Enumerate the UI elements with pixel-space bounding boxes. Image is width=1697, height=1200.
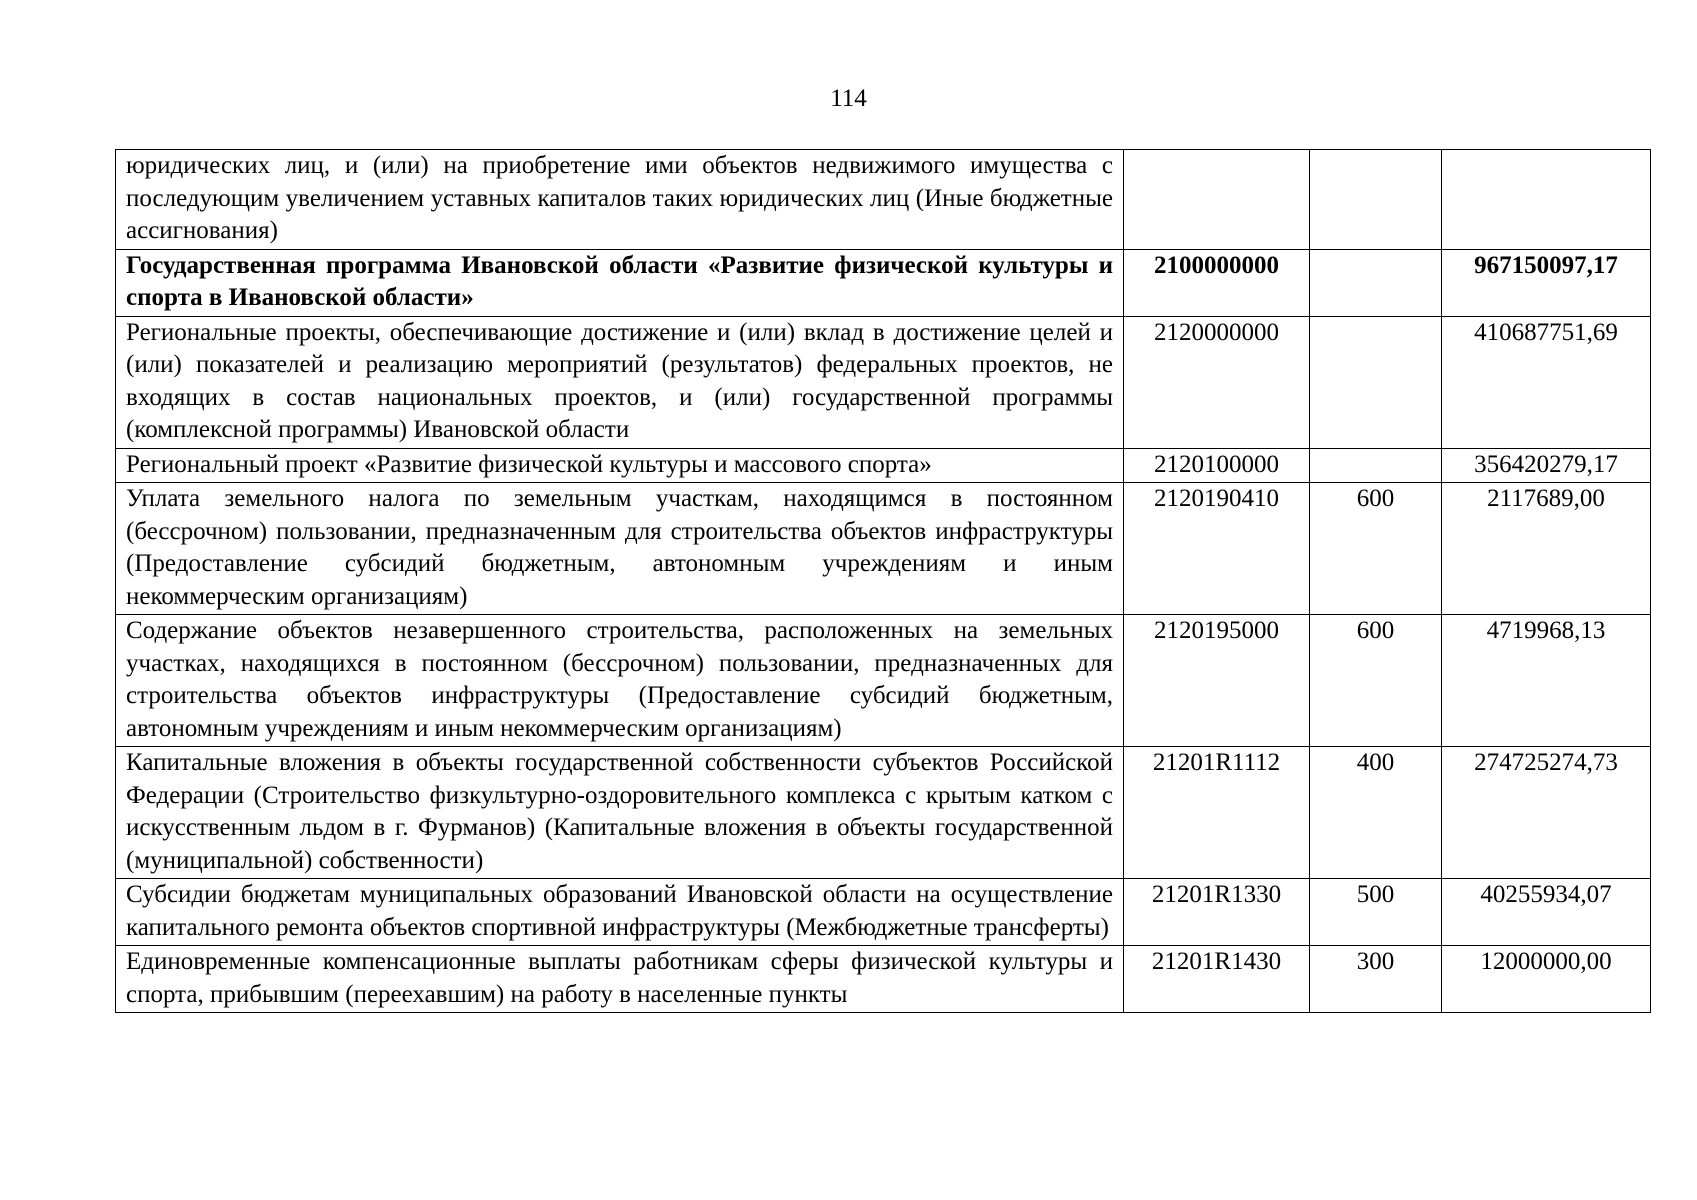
row-amount: 356420279,17 [1442, 448, 1651, 483]
row-amount: 12000000,00 [1442, 946, 1651, 1013]
row-description: юридических лиц, и (или) на приобретение ими объектов недвижимого имущества с последующим увеличением уставных капиталов таких юридических лиц (Иные бюджетные ассигнования) [116, 150, 1124, 250]
row-expense-type [1310, 249, 1442, 316]
row-description: Единовременные компенсационные выплаты работникам сферы физической культуры и спорта, прибывшим (переехавшим) на работу в населенные пункты [116, 946, 1124, 1013]
row-amount: 274725274,73 [1442, 747, 1651, 879]
row-description: Содержание объектов незавершенного строительства, расположенных на земельных участках, находящихся в постоянном (бессрочном) пользовании, предназначенных для строительства объектов инфраструктуры (Предоставление субсидий бюджетным, автономным учреждениям и иным некоммерческим организациям) [116, 615, 1124, 747]
row-expense-type [1310, 316, 1442, 448]
row-amount: 967150097,17 [1442, 249, 1651, 316]
table-row [116, 448, 1651, 483]
table-row-program [116, 249, 1651, 316]
row-description: Региональный проект «Развитие физической культуры и массового спорта» [116, 448, 1124, 483]
table-row [116, 150, 1651, 250]
table-row [116, 615, 1651, 747]
row-expense-type: 400 [1310, 747, 1442, 879]
row-amount: 40255934,07 [1442, 879, 1651, 946]
row-target-code: 21201R1330 [1124, 879, 1310, 946]
row-description: Региональные проекты, обеспечивающие достижение и (или) вклад в достижение целей и (или) показателей и реализацию мероприятий (результатов) федеральных проектов, не входящих в состав национальных проектов, и (или) государственной программы (комплексной программы) Ивановской области [116, 316, 1124, 448]
row-expense-type: 300 [1310, 946, 1442, 1013]
row-target-code: 2120000000 [1124, 316, 1310, 448]
row-amount: 410687751,69 [1442, 316, 1651, 448]
row-expense-type: 500 [1310, 879, 1442, 946]
row-target-code: 21201R1430 [1124, 946, 1310, 1013]
page-number: 114 [830, 85, 867, 112]
row-amount [1442, 150, 1651, 250]
table-row [116, 316, 1651, 448]
table-row [116, 946, 1651, 1013]
row-target-code: 2100000000 [1124, 249, 1310, 316]
row-description: Субсидии бюджетам муниципальных образований Ивановской области на осуществление капитального ремонта объектов спортивной инфраструктуры (Межбюджетные трансферты) [116, 879, 1124, 946]
row-description: Капитальные вложения в объекты государственной собственности субъектов Российской Федерации (Строительство физкультурно-оздоровительного комплекса с крытым катком с искусственным льдом в г. Фурманов) (Капитальные вложения в объекты государственной (муниципальной) собственности) [116, 747, 1124, 879]
row-target-code: 2120190410 [1124, 483, 1310, 615]
row-target-code: 21201R1112 [1124, 747, 1310, 879]
row-amount: 2117689,00 [1442, 483, 1651, 615]
row-target-code [1124, 150, 1310, 250]
row-description: Уплата земельного налога по земельным участкам, находящимся в постоянном (бессрочном) пользовании, предназначенным для строительства объектов инфраструктуры (Предоставление субсидий бюджетным, автономным учреждениям и иным некоммерческим организациям) [116, 483, 1124, 615]
row-amount: 4719968,13 [1442, 615, 1651, 747]
table-row [116, 879, 1651, 946]
table-row [116, 483, 1651, 615]
row-description: Государственная программа Ивановской области «Развитие физической культуры и спорта в Ивановской области» [116, 249, 1124, 316]
row-expense-type [1310, 448, 1442, 483]
budget-table [115, 149, 1651, 1013]
row-expense-type: 600 [1310, 483, 1442, 615]
row-expense-type: 600 [1310, 615, 1442, 747]
row-target-code: 2120100000 [1124, 448, 1310, 483]
row-expense-type [1310, 150, 1442, 250]
row-target-code: 2120195000 [1124, 615, 1310, 747]
table-row [116, 747, 1651, 879]
